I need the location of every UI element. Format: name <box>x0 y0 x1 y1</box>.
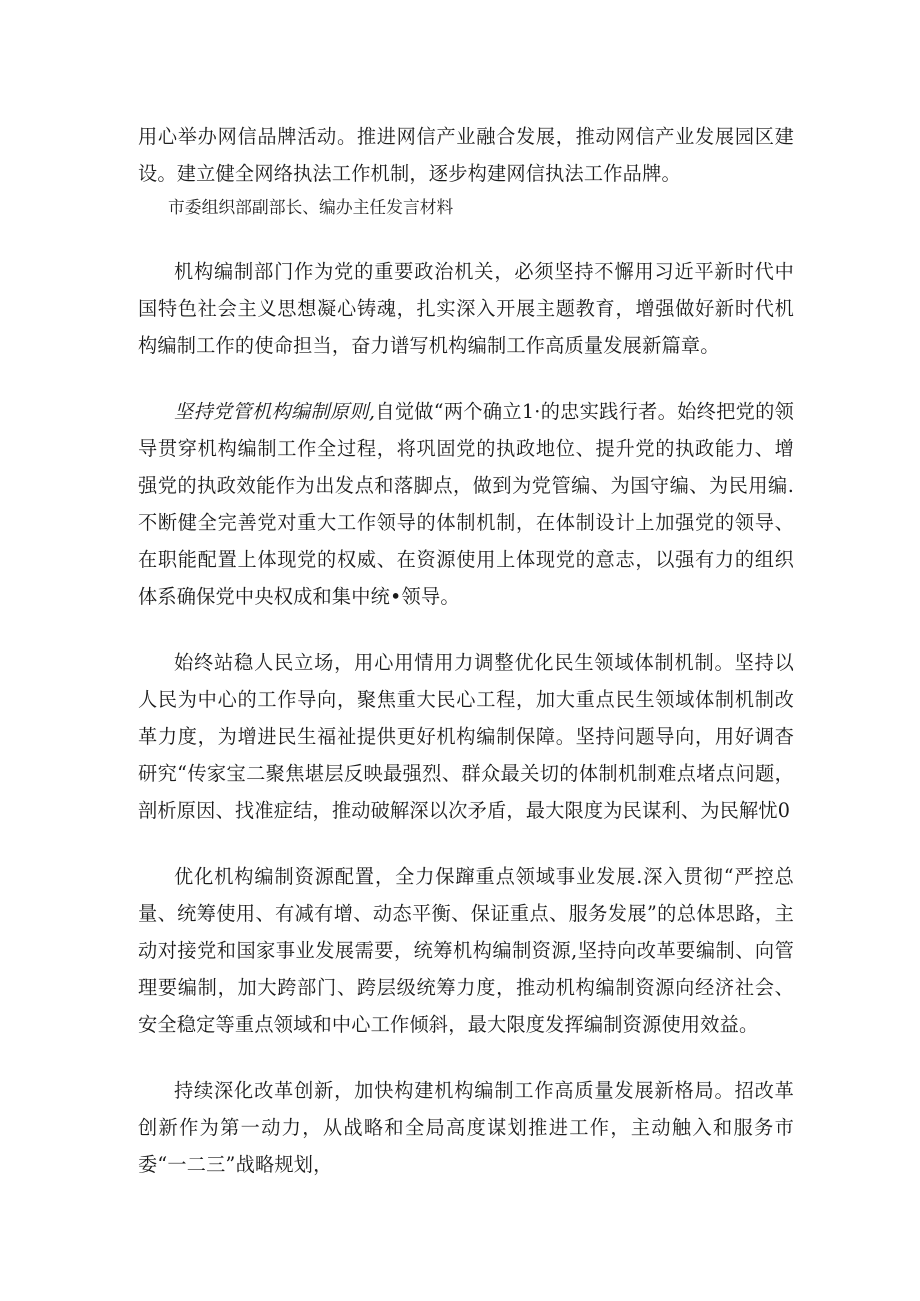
document-heading: 市委组织部副部长、编办主任发言材料 <box>168 197 454 217</box>
paragraph-6: 持续深化改革创新，加快构建机构编制工作高质量发展新格局。招改革创新作为第一动力，从战略和全局高度谋划推进工作，主动触入和服务市委“一二三”战略规划， <box>138 1079 794 1176</box>
document-page <box>138 118 794 1183</box>
paragraph-5: 优化机构编制资源配置，全力保蹿重点领域事业发展.深入贯彻“严控总量、统筹使用、有减有增、动态平衡、保证重点、服务发展”的总体思路，主动对接党和国家事业发展需要，统筹机构编制资源,坚持向改革要编制、向管理要编制，加大跨部门、跨层级统筹力度，推动机构编制资源向经济社会、安全稳定等重点领域和中心工作倾斜，最大限度发挥编制资源使用效益。 <box>138 865 794 1036</box>
paragraph-3-body: 自觉做“两个确立1·的忠实践行者。始终把党的领导贯穿机构编制工作全过程，将巩固党的执政地位、提升党的执政能力、增强党的执政效能作为出发点和落脚点，做到为党管编、为国守编、为民用编.不断健全完善党对重大工作领导的体制机制，在体制设计上加强党的领导、在职能配置上体现党的权威、在资源使用上体现党的意志，以强有力的组织体系确保党中央权成和集中统•领导。 <box>138 400 794 608</box>
paragraph-3-lead: 坚持党管机构编制原则, <box>174 400 376 423</box>
paragraph-1: 用心举办网信品牌活动。推进网信产业融合发展，推动网信产业发展园区建设。建立健全网络执法工作机制，逐步构建网信执法工作品牌。 <box>138 125 794 185</box>
paragraph-2: 机构编制部门作为党的重要政治机关，必须坚持不懈用习近平新时代中国特色社会主义思想凝心铸魂，扎实深入开展主题教育，增强做好新时代机构编制工作的使命担当，奋力谱写机构编制工作高质量发展新篇章。 <box>138 260 794 357</box>
paragraph-4: 始终站稳人民立场，用心用情用力调整优化民生领域体制机制。坚持以人民为中心的工作导向，聚焦重大民心工程，加大重点民生领域体制机制改革力度，为增进民生福祉提供更好机构编制保障。坚持问题导向，用好调杳研究“传家宝二聚焦堪层反映最强烈、群众最关切的体制机制难点堵点问题，剖析原因、找准症结，推动破解深以次矛盾，最大限度为民谋利、为民解忧0 <box>138 651 794 822</box>
paragraph-3 <box>138 393 794 615</box>
